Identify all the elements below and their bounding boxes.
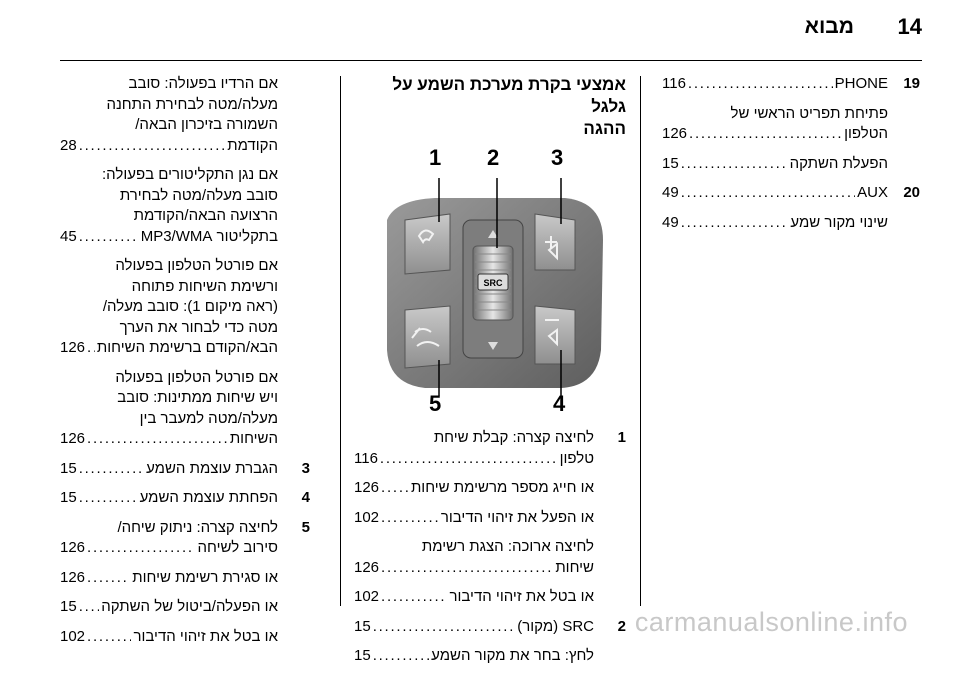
column-divider-right (640, 76, 641, 606)
entry-text: הטלפון (844, 125, 888, 142)
page-reference[interactable]: 126 (60, 339, 86, 356)
index-entry (354, 428, 626, 469)
entry-text: או בטל את זיהוי הדיבור (449, 588, 594, 605)
page-reference[interactable]: 49 (662, 213, 679, 231)
entry-number: 1 (617, 429, 626, 446)
index-entry (60, 165, 310, 247)
dot-leader (79, 459, 144, 480)
page-reference[interactable]: 126 (354, 479, 380, 496)
entry-line (60, 297, 278, 318)
callout-label-3: 3 (551, 145, 564, 170)
page-reference[interactable]: 15 (354, 647, 371, 664)
entry-text: השמורה בזיכרון הבאה/ (135, 116, 278, 133)
entry-text: לחץ: בחר את מקור השמע (431, 647, 594, 664)
entry-line (60, 488, 278, 509)
dot-leader (381, 587, 447, 608)
phone-button-shape (405, 214, 450, 274)
entry-text: סובב מעלה/מטה לבחירת (119, 186, 278, 204)
dot-leader (79, 227, 139, 248)
callout-label-2: 2 (487, 145, 500, 170)
entry-text: ויש שיחות ממתינות: סובב (117, 389, 278, 406)
entry-text: לחיצה ארוכה: הצגת רשימת (421, 538, 594, 555)
dot-leader (681, 183, 855, 204)
entry-line (60, 568, 278, 589)
section-heading-line: אמצעי בקרת מערכת השמע על גלגל (392, 75, 626, 116)
dot-leader (87, 338, 95, 359)
steering-wheel-controls-illustration (365, 145, 615, 420)
entry-text: הבא/הקודם ברשימת השיחות (96, 339, 278, 356)
entry-text: טלפון (559, 449, 594, 467)
page-reference[interactable]: 45 (60, 227, 77, 245)
index-entry (354, 537, 626, 578)
entry-text: הפחתת עוצמת השמע (139, 489, 278, 506)
entry-line (60, 186, 278, 207)
dot-leader (688, 74, 833, 95)
column-divider-left (340, 76, 341, 606)
section-title: מבוא (804, 15, 854, 38)
entry-line (662, 74, 888, 95)
entry-text: הגברת עוצמת השמע (146, 459, 278, 477)
entry-number: 19 (903, 75, 920, 92)
watermark: carmanualsonline.info (634, 607, 908, 637)
entry-text: מעלה/מטה לבחירת התחנה (106, 95, 278, 113)
entry-text: הרצועה הבאה/הקודמת (133, 207, 278, 224)
page-reference[interactable]: 15 (354, 617, 371, 635)
page-reference[interactable]: 126 (60, 539, 86, 556)
entry-line (662, 124, 888, 145)
entry-line (60, 409, 278, 430)
middle-column (354, 74, 626, 676)
entry-line (60, 206, 278, 227)
entry-text: אם פורטל הטלפון בפעולה (115, 368, 278, 386)
entry-text: אם הרדיו בפעולה: סובב (128, 75, 278, 92)
entry-number: 4 (301, 489, 310, 506)
dot-leader (681, 213, 789, 234)
dot-leader (380, 449, 558, 470)
entry-text: ורשימת השיחות פתוחה (131, 277, 278, 295)
page-reference[interactable]: 102 (354, 508, 380, 526)
entry-text: שיחות (555, 558, 594, 576)
entry-line (662, 213, 888, 234)
index-entry (354, 478, 626, 499)
entry-number: 20 (903, 184, 920, 201)
dot-leader (87, 538, 195, 559)
page-header (60, 14, 922, 48)
index-entry (60, 459, 310, 480)
page-reference[interactable]: 15 (662, 154, 679, 172)
entry-line (60, 277, 278, 298)
entry-line (60, 429, 278, 450)
index-entry (662, 213, 920, 234)
entry-text: שינוי מקור שמע (790, 213, 888, 231)
entry-text: סירוב לשיחה (197, 539, 278, 556)
entry-line (60, 95, 278, 116)
page-reference[interactable]: 126 (60, 568, 86, 586)
index-entry (354, 587, 626, 608)
right-column (662, 74, 920, 242)
entry-line (354, 646, 594, 667)
index-entry (354, 646, 626, 667)
dot-leader (689, 124, 842, 145)
entry-text: או בטל את זיהוי הדיבור (133, 627, 278, 645)
entry-number: 2 (617, 617, 626, 635)
section-heading (354, 74, 626, 140)
page-reference[interactable]: 126 (662, 125, 688, 142)
callout-label-5: 5 (429, 391, 442, 416)
entry-text: לחיצה קצרה: קבלת שיחת (433, 429, 594, 446)
dot-leader (79, 136, 226, 157)
entry-line (60, 459, 278, 480)
left-column (60, 74, 310, 656)
entry-line (662, 154, 888, 175)
dot-leader (381, 508, 439, 529)
entry-text: הפעלת השתקה (789, 154, 888, 172)
entry-line (354, 508, 594, 529)
src-label: SRC (483, 278, 503, 288)
entry-text: או הפעל את זיהוי הדיבור (440, 508, 594, 526)
callout-label-1: 1 (429, 145, 442, 170)
header-rule (60, 60, 922, 61)
index-entry (60, 256, 310, 359)
page-reference[interactable]: 15 (60, 489, 77, 506)
index-entry (60, 368, 310, 450)
callout-label-4: 4 (553, 391, 566, 416)
entry-text: או סגירת רשימת שיחות (132, 568, 278, 586)
dot-leader (381, 558, 553, 579)
index-entry (60, 74, 310, 156)
entry-number: 3 (301, 459, 310, 477)
page-reference[interactable]: 102 (60, 627, 86, 645)
entry-text: השיחות (229, 430, 278, 447)
page-reference[interactable]: 15 (60, 459, 77, 477)
index-entry (60, 488, 310, 509)
page-reference[interactable]: 49 (662, 184, 679, 201)
entry-line (60, 227, 278, 248)
entry-line (60, 368, 278, 389)
entry-number: 5 (301, 518, 310, 536)
page-reference[interactable]: 116 (354, 449, 378, 467)
entry-text: פתיחת תפריט הראשי של (730, 104, 888, 122)
page-reference[interactable]: 126 (60, 430, 86, 447)
entry-line (60, 136, 278, 157)
index-entry (60, 518, 310, 559)
entry-text: PHONE (834, 75, 888, 92)
entry-line (354, 558, 594, 579)
index-entry (60, 568, 310, 589)
entry-line (354, 449, 594, 470)
section-heading-line: ההגה (583, 119, 626, 138)
entry-text: (ראה מיקום 1): סובב מעלה/ (102, 298, 278, 315)
entry-line (662, 104, 888, 125)
entry-text: AUX (857, 184, 888, 201)
entry-text: אם נגן התקליטורים בפעולה: (102, 166, 278, 183)
entry-text: מעלה/מטה למעבר בין (139, 409, 278, 427)
index-entry (662, 183, 920, 204)
entry-line (60, 388, 278, 409)
dot-leader (87, 429, 228, 450)
dot-leader (79, 488, 138, 509)
index-entry (662, 74, 920, 95)
dot-leader (381, 478, 409, 499)
entry-line (354, 537, 594, 558)
entry-line (60, 115, 278, 136)
index-entry (354, 508, 626, 529)
entry-text: בתקליטור MP3/WMA (140, 227, 278, 245)
entry-text: או חייג מספר מרשימת שיחות (410, 479, 594, 496)
page-reference[interactable]: 15 (60, 598, 77, 615)
dot-leader (373, 646, 429, 667)
entry-line (60, 538, 278, 559)
entry-line (60, 74, 278, 95)
dot-leader (87, 568, 130, 589)
entry-line (60, 256, 278, 277)
page-reference[interactable]: 102 (354, 588, 380, 605)
entry-line (60, 318, 278, 339)
steering-wheel-controls-figure (365, 145, 615, 420)
dot-leader (681, 154, 788, 175)
page-number: 14 (897, 14, 922, 39)
entry-line (60, 338, 278, 359)
page-reference[interactable]: 116 (662, 75, 686, 92)
entry-line (662, 183, 888, 204)
entry-text: הקודמת (227, 136, 278, 154)
entry-text: לחיצה קצרה: ניתוק שיחה/ (117, 518, 278, 536)
entry-text: SRC (מקור) (517, 617, 594, 635)
index-entry (662, 104, 920, 145)
entry-line (60, 518, 278, 539)
entry-line (354, 587, 594, 608)
page-reference[interactable]: 28 (60, 136, 77, 154)
volume-down-button-shape (535, 306, 575, 364)
index-entry (662, 154, 920, 175)
entry-line (354, 428, 594, 449)
entry-text: מטה כדי לבחור את הערך (119, 318, 278, 336)
entry-line (354, 478, 594, 499)
entry-line (60, 165, 278, 186)
entry-text: אם פורטל הטלפון בפעולה (115, 257, 278, 274)
entry-text: או הפעלה/ביטול של השתקה (101, 598, 278, 615)
page-reference[interactable]: 126 (354, 558, 380, 576)
